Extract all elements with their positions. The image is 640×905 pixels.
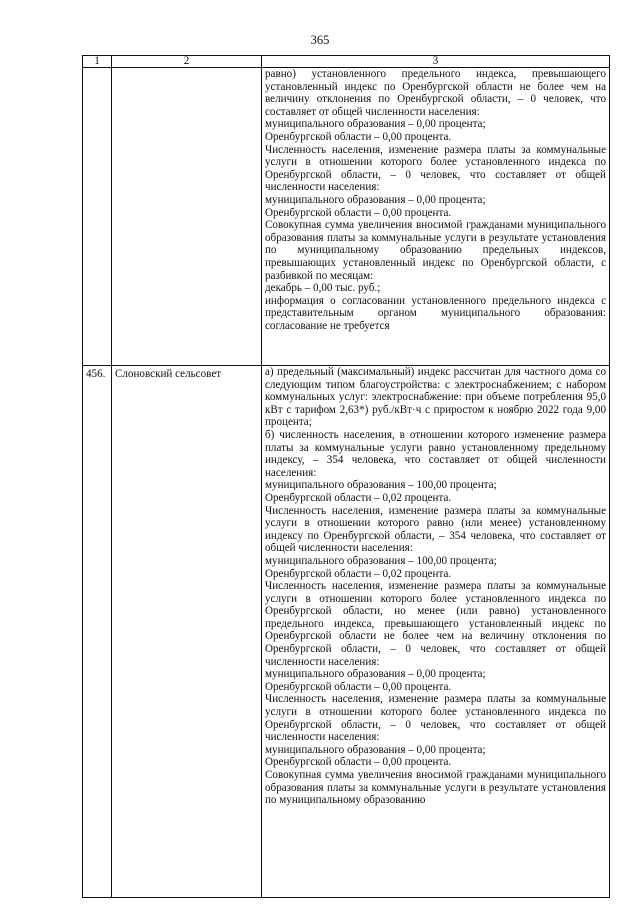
row-number	[83, 68, 112, 366]
document-table	[82, 55, 610, 898]
header-col-3: 3	[262, 56, 610, 68]
header-col-2: 2	[112, 56, 262, 68]
paragraph: Численность населения, изменение размера платы за коммунальные услуги в отношении которого равно (или менее) установленному индексу по Оренбургской области, – 354 человека, что составляет от общей численности населения:	[265, 504, 606, 555]
table-header-row	[83, 56, 610, 68]
paragraph: Оренбургской области – 0,02 процента.	[265, 567, 452, 580]
paragraph: Численность населения, изменение размера платы за коммунальные услуги в отношении которого более установленного индекса по Оренбургской области, но менее (или равно) установленного предельного индекса, превышающего установленный индекс по Оренбургской области не более чем на величину отклонения по Оренбургской области, – 0 человек, что составляет от общей численности населения:	[265, 580, 606, 668]
paragraph: Численность населения, изменение размера платы за коммунальные услуги в отношении которого более установленного индекса по Оренбургской области, – 0 человек, что составляет от общей численности населения:	[265, 143, 606, 194]
paragraph: а) предельный (максимальный) индекс рассчитан для частного дома со следующим типом благоустройства: с электроснабжением; с набором коммунальных услуг: электроснабжение: при объеме потребления 95,0 кВт с тарифом 2,63*) руб./кВт·ч с приростом к ноябрю 2022 года 9,00 процента;	[265, 366, 606, 429]
table-row	[83, 366, 610, 898]
paragraph: информация о согласовании установленного предельного индекса с представительным органом муниципального образования: согласование не требуется	[265, 294, 606, 332]
paragraph: Оренбургской области – 0,02 процента.	[265, 491, 452, 504]
paragraph: Оренбургской области – 0,00 процента.	[265, 130, 452, 143]
paragraph: муниципального образования – 0,00 процента;	[265, 743, 486, 756]
paragraph: декабрь – 0,00 тыс. руб.;	[265, 282, 381, 295]
header-col-1: 1	[83, 56, 112, 68]
row-text	[262, 366, 610, 898]
municipality-name: Слоновский сельсовет	[112, 366, 262, 898]
row-number: 456.	[83, 366, 112, 898]
page-number: 365	[310, 33, 330, 47]
paragraph: Оренбургской области – 0,00 процента.	[265, 680, 452, 693]
paragraph: Совокупная сумма увеличения вносимой гражданами муниципального образования платы за коммунальные услуги в результате установления по муниципальному образованию	[265, 769, 606, 807]
paragraph: Оренбургской области – 0,00 процента.	[265, 206, 452, 219]
paragraph: равно) установленного предельного индекса, превышающего установленный индекс по Оренбургской области не более чем на величину отклонения по Оренбургской области, – 0 человек, что составляет от общей численности населения:	[265, 68, 606, 118]
municipality-name	[112, 68, 262, 366]
paragraph: муниципального образования – 0,00 процента;	[265, 193, 486, 206]
paragraph: Численность населения, изменение размера платы за коммунальные услуги в отношении которого более установленного индекса по Оренбургской области, – 0 человек, что составляет от общей численности населения:	[265, 693, 606, 744]
paragraph: муниципального образования – 100,00 процента;	[265, 554, 497, 567]
paragraph: муниципального образования – 0,00 процента;	[265, 668, 486, 681]
paragraph: б) численность населения, в отношении которого изменение размера платы за коммунальные услуги равно установленному предельному индексу, – 354 человека, что составляет от общей численности населения:	[265, 428, 606, 479]
paragraph: муниципального образования – 100,00 процента;	[265, 479, 497, 492]
paragraph: Оренбургской области – 0,00 процента.	[265, 756, 452, 769]
paragraph: Совокупная сумма увеличения вносимой гражданами муниципального образования платы за коммунальные услуги в результате установления по муниципальному образованию предельных индексов, превышающих установленный индекс по Оренбургской области, с разбивкой по месяцам:	[265, 219, 606, 282]
row-text	[262, 68, 610, 366]
table-row	[83, 68, 610, 366]
paragraph: муниципального образования – 0,00 процента;	[265, 118, 486, 131]
